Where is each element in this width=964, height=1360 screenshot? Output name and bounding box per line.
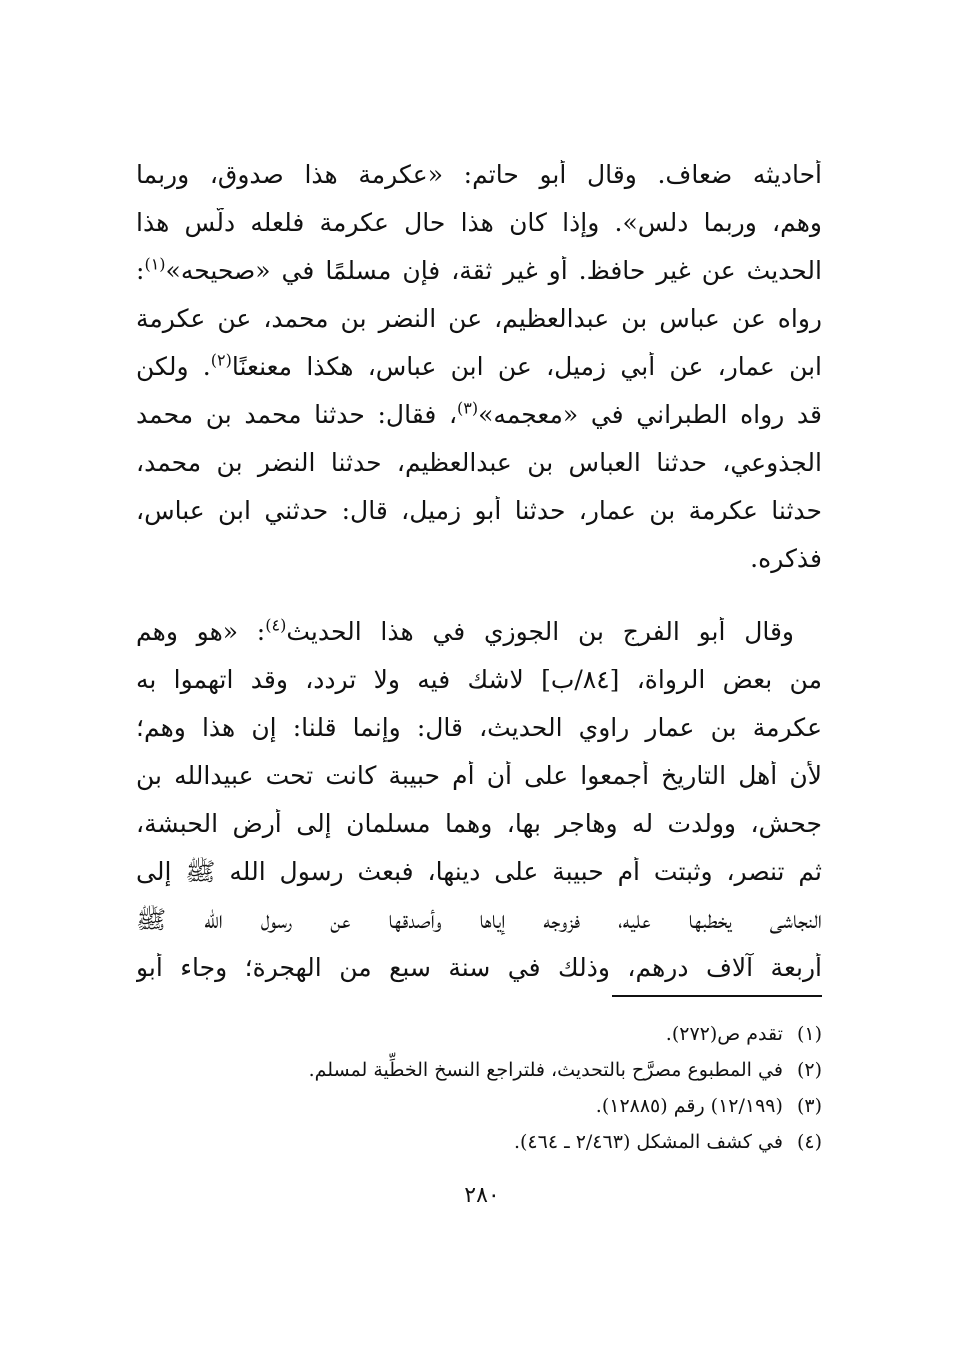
footnote-number: (٣) bbox=[796, 1095, 822, 1117]
body-line: وهم، وربما دلس». وإذا كان هذا حال عكرمة فلعله دلَّس هذا bbox=[136, 208, 822, 237]
footnote-text: في المطبوع مصرَّح بالتحديث، فلتراجع النسخ الخطِّية لمسلم. bbox=[308, 1059, 783, 1081]
body-line bbox=[136, 256, 822, 286]
body-line-text: ابن عمار، عن أبي زميل، عن ابن عباس، هكذا معنعنًا bbox=[231, 352, 822, 381]
footnote-number: (٢) bbox=[796, 1059, 822, 1081]
body-line: حدثنا عكرمة بن عمار، حدثنا أبو زميل، قال: حدثني ابن عباس، bbox=[136, 496, 822, 525]
footnote-text: (١٢/١٩٩) رقم (١٢٨٨٥). bbox=[595, 1095, 783, 1117]
footnote-ref: (٢) bbox=[210, 352, 232, 370]
body-line-text: : bbox=[136, 256, 145, 285]
body-line-text: الحديث عن غير حافظ. أو غير ثقة، فإن مسلمًا في «صحيحه» bbox=[165, 256, 822, 285]
footnote bbox=[666, 1022, 822, 1046]
body-line-text: وقال أبو الفرج بن الجوزي في هذا الحديث bbox=[286, 617, 794, 646]
footnote-number: (٤) bbox=[796, 1131, 822, 1153]
body-line: أحاديثه ضعاف. وقال أبو حاتم: «عكرمة هذا صدوق، وربما bbox=[136, 160, 822, 189]
footnote bbox=[596, 1094, 822, 1118]
body-line: عكرمة بن عمار راوي الحديث، قال: وإنما قلنا: إن هذا وهم؛ bbox=[136, 713, 822, 742]
body-line: أربعة آلاف درهم، وذلك في سنة سبع من الهجرة؛ وجاء أبو bbox=[136, 953, 822, 982]
body-line-text: قد رواه الطبراني في «معجمه» bbox=[478, 400, 822, 429]
body-line bbox=[136, 617, 794, 647]
body-line: فذكره. bbox=[750, 544, 822, 573]
page-number: ٢٨٠ bbox=[464, 1183, 500, 1208]
footnote-text: في كشف المشكل (٢/٤٦٣ ـ ٤٦٤). bbox=[513, 1131, 783, 1153]
body-line: النجاشي يخطبها عليه، فزوجه إياها وأصدقها عن رسول الله ﷺ bbox=[136, 905, 822, 934]
footnote-ref: (١) bbox=[144, 256, 166, 274]
body-line bbox=[136, 400, 822, 430]
footnote-number: (١) bbox=[796, 1023, 822, 1045]
body-line: جحش، وولدت له وهاجر بها، وهما مسلمان إلى أرض الحبشة، bbox=[136, 809, 822, 838]
body-line-text: . ولكن bbox=[136, 352, 211, 381]
body-line: لأن أهل التاريخ أجمعوا على أن أم حبيبة كانت تحت عبيدالله بن bbox=[136, 761, 822, 790]
body-line-text: : «هو وهم bbox=[136, 617, 266, 646]
body-line: الجذوعي، حدثنا العباس بن عبدالعظيم، حدثنا النضر بن محمد، bbox=[136, 448, 822, 477]
body-line: من بعض الرواة، [٨٤/ب] لاشك فيه ولا تردد، وقد اتهموا به bbox=[136, 665, 822, 694]
body-line: ثم تنصر، وثبتت أم حبيبة على دينها، فبعث رسول الله ﷺ إلى bbox=[136, 857, 822, 886]
footnote-separator bbox=[612, 995, 822, 997]
body-line bbox=[136, 352, 822, 382]
footnote-ref: (٣) bbox=[457, 400, 479, 418]
footnote bbox=[309, 1058, 822, 1082]
body-line-text: ، فقال: حدثنا محمد بن محمد bbox=[136, 400, 458, 429]
footnote-text: تقدم ص(٢٧٢). bbox=[665, 1023, 783, 1045]
footnote-ref: (٤) bbox=[265, 617, 287, 635]
body-line: رواه عن عباس بن عبدالعظيم، عن النضر بن محمد، عن عكرمة bbox=[136, 304, 822, 333]
footnote bbox=[514, 1130, 822, 1154]
